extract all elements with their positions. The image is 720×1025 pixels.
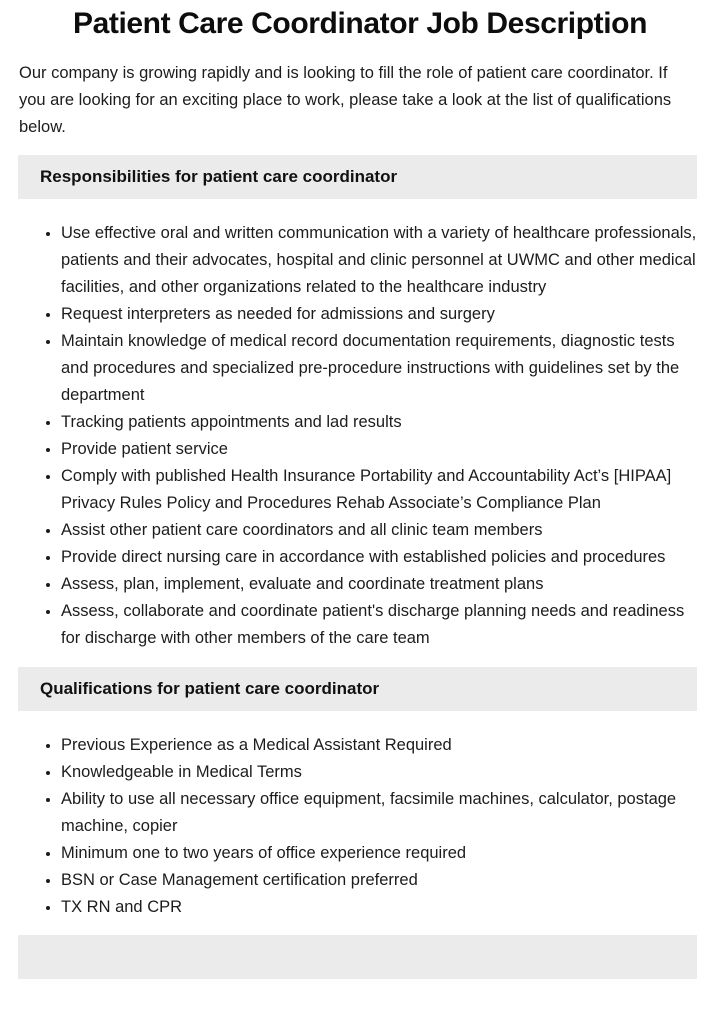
- list-item: • Request interpreters as needed for admissions and surgery: [61, 301, 700, 328]
- intro-paragraph: Our company is growing rapidly and is looking to fill the role of patient care coordinator. If you are looking for an exciting place to work, please take a look at the list of qualifications below.: [19, 64, 672, 136]
- section-heading-qualifications: Qualifications for patient care coordinator: [40, 679, 380, 698]
- page-title: Patient Care Coordinator Job Description: [72, 7, 648, 40]
- list-item: • Knowledgeable in Medical Terms: [61, 759, 700, 786]
- qualifications-list: [0, 732, 700, 921]
- list-item: • Maintain knowledge of medical record documentation requirements, diagnostic tests and procedures and specialized pre-procedure instructions with guidelines set by the department: [61, 328, 700, 409]
- list-item: • Provide direct nursing care in accordance with established policies and procedures: [61, 544, 700, 571]
- list-item: • Previous Experience as a Medical Assistant Required: [61, 732, 700, 759]
- list-item: • Assist other patient care coordinators and all clinic team members: [61, 517, 700, 544]
- list-item: • Ability to use all necessary office equipment, facsimile machines, calculator, postage machine, copier: [61, 786, 700, 840]
- list-item: • Minimum one to two years of office experience required: [61, 840, 700, 867]
- list-item: • Provide patient service: [61, 436, 700, 463]
- list-item: • BSN or Case Management certification preferred: [61, 867, 700, 894]
- list-item: • Tracking patients appointments and lad results: [61, 409, 700, 436]
- responsibilities-list: [0, 220, 700, 652]
- list-item: • Assess, collaborate and coordinate patient's discharge planning needs and readiness for discharge with other members of the care team: [61, 598, 700, 652]
- list-item: • TX RN and CPR: [61, 894, 700, 921]
- section-header-qualifications: [18, 667, 697, 711]
- section-header-responsibilities: [18, 155, 697, 199]
- section-header-partial: [18, 935, 697, 979]
- list-item: • Assess, plan, implement, evaluate and coordinate treatment plans: [61, 571, 700, 598]
- list-item: • Use effective oral and written communication with a variety of healthcare professionals, patients and their advocates, hospital and clinic personnel at UWMC and other medical facilities, and other organizations related to the healthcare industry: [61, 220, 700, 301]
- list-item: • Comply with published Health Insurance Portability and Accountability Act’s [HIPAA] Privacy Rules Policy and Procedures Rehab Associate’s Compliance Plan: [61, 463, 700, 517]
- section-heading-responsibilities: Responsibilities for patient care coordinator: [40, 167, 398, 186]
